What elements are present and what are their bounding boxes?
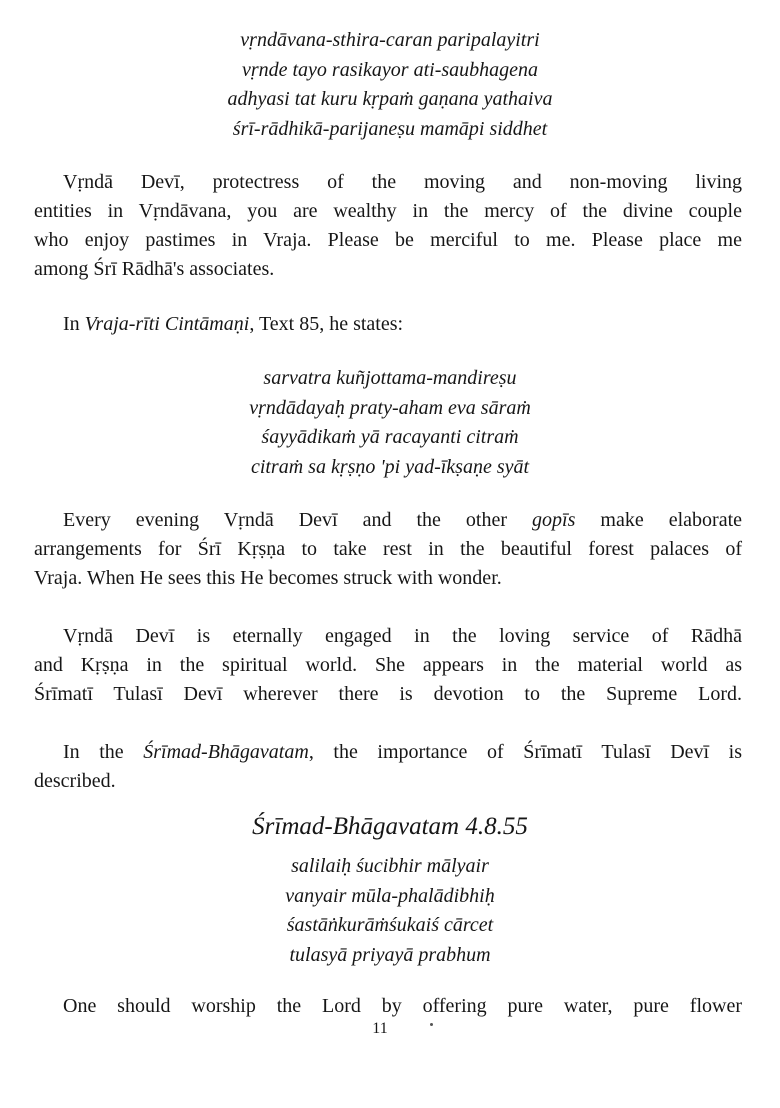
text-line: Śrīmatī Tulasī Devī wherever there is devotion to the Supreme Lord.	[34, 683, 742, 705]
verse-1	[0, 26, 780, 144]
text-line: Vṛndā Devī, protectress of the moving and non-moving living	[63, 171, 742, 193]
verse-line: salilaiḥ śucibhir mālyair	[291, 855, 489, 877]
text-line: described.	[34, 770, 116, 792]
verse-2	[0, 364, 780, 482]
book-title: Śrīmad-Bhāgavatam	[143, 741, 309, 763]
verse-line: vṛnde tayo rasikayor ati-saubhagena	[241, 58, 539, 81]
text-line: among Śrī Rādhā's associates.	[34, 258, 275, 280]
verse-line: sarvatra kuñjottama-mandireṣu	[263, 367, 517, 389]
text-line: In Vraja-rīti Cintāmaṇi, Text 85, he states:	[63, 313, 404, 335]
verse-3	[0, 852, 780, 970]
text-line: entities in Vṛndāvana, you are wealthy in the mercy of the divine couple	[34, 200, 742, 222]
verse-line: śastāṅkurāṁśukaiś cārcet	[286, 914, 494, 936]
scan-speck	[430, 1023, 433, 1026]
paragraph-vrnda-devi-prayer	[34, 168, 742, 284]
text-line: who enjoy pastimes in Vraja. Please be merciful to me. Please place me	[34, 229, 742, 251]
verse-line: vṛndādayaḥ praty-aham eva sāraṁ	[249, 396, 531, 419]
verse-line: śrī-rādhikā-parijaneṣu mamāpi siddhet	[232, 117, 548, 140]
text-line: In the Śrīmad-Bhāgavatam, the importance of Śrīmatī Tulasī Devī is	[63, 741, 742, 763]
paragraph-bhagavatam-intro	[34, 738, 742, 796]
paragraph-vrnda-devi-service	[34, 622, 742, 709]
verse-line: śayyādikaṁ yā racayanti citraṁ	[261, 426, 519, 448]
paragraph-evening-arrangements	[34, 506, 743, 593]
page-number: 11	[372, 1020, 388, 1037]
verse-line: adhyasi tat kuru kṛpaṁ gaṇana yathaiva	[227, 88, 553, 110]
verse-line: citraṁ sa kṛṣṇo 'pi yad-īkṣaṇe syāt	[250, 455, 530, 478]
text-line: Vraja. When He sees this He becomes struck with wonder.	[34, 567, 502, 589]
text-line: One should worship the Lord by offering pure water, pure flower	[63, 995, 742, 1017]
paragraph-vraja-riti-reference	[58, 310, 742, 339]
text-line: and Kṛṣṇa in the spiritual world. She appears in the material world as	[34, 654, 742, 676]
paragraph-worship	[58, 992, 742, 1021]
verse-heading: Śrīmad-Bhāgavatam 4.8.55	[252, 813, 528, 840]
book-title: Vraja-rīti Cintāmaṇi	[84, 313, 250, 335]
verse-line: tulasyā priyayā prabhum	[289, 943, 491, 966]
verse-line: vṛndāvana-sthira-caran paripalayitri	[240, 29, 540, 51]
verse-line: vanyair mūla-phalādibhiḥ	[285, 884, 495, 907]
text-line: arrangements for Śrī Kṛṣṇa to take rest in the beautiful forest palaces of	[34, 538, 742, 560]
text-line: Every evening Vṛndā Devī and the other gopīs make elaborate	[63, 509, 743, 531]
text-line: Vṛndā Devī is eternally engaged in the loving service of Rādhā	[63, 625, 742, 647]
